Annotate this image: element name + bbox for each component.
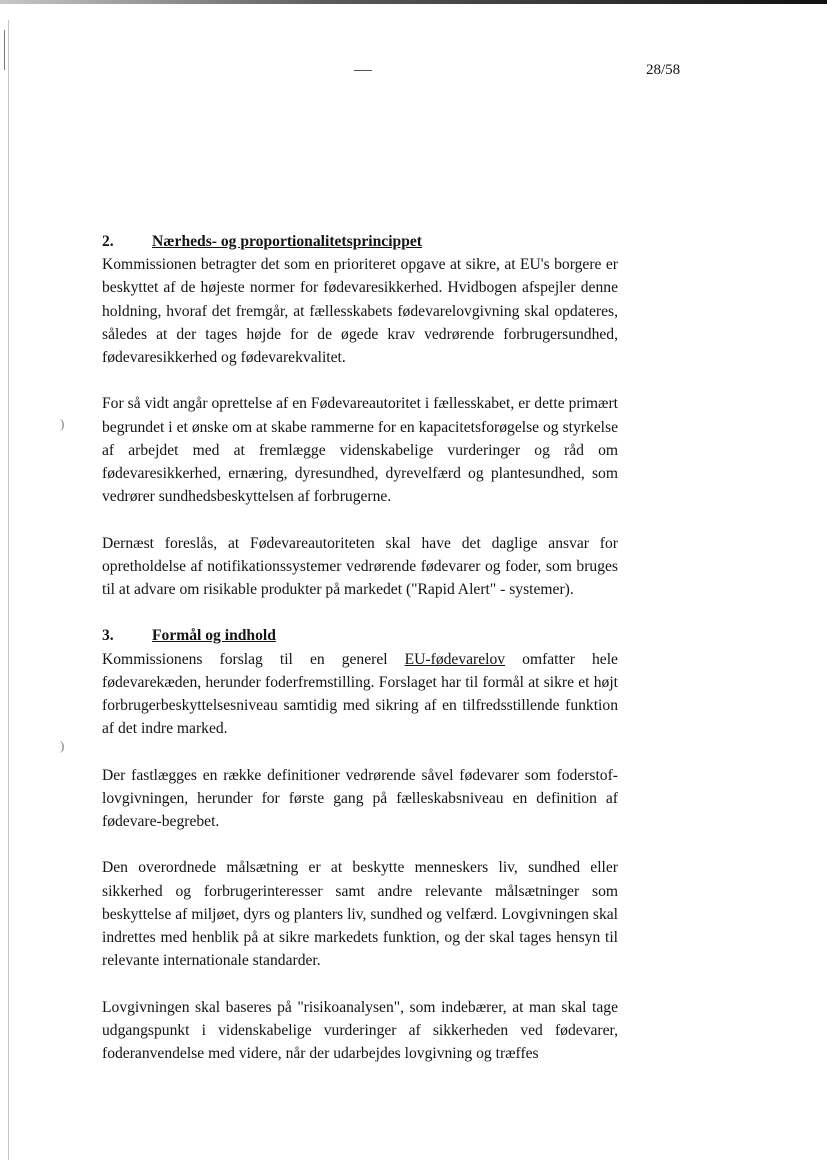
- paragraph-text: omfatter hele fødevarekæden, herunder foderfremstilling. Forslaget har til formål at sikre et højt forbrugerbeskyttelsesniveau samtidig med sikring af en tilfredsstillende funktion af det indre marked.: [102, 650, 618, 738]
- section-heading-3: [102, 624, 618, 647]
- section-heading-2: [102, 230, 618, 253]
- paragraph: Der fastlægges en række definitioner vedrørende såvel fødevarer som foderstof-lovgivningen, herunder for første gang på fælleskabsniveau en definition af fødevare-begrebet.: [102, 766, 618, 831]
- paragraph: For så vidt angår oprettelse af en Fødevareautoritet i fællesskabet, er dette primært begrundet i et ønske om at skabe rammerne for en kapacitetsforøgelse og styrkelse af arbejdet med at fremlægge videnskabelige vurderinger og råd om fødevaresikkerhed, ernæring, dyresundhed, dyrevelfærd og plantesundhed, som vedrører sundhedsbeskyttelsen af forbrugerne.: [102, 395, 618, 506]
- punch-hole-mark: ): [60, 738, 65, 753]
- paragraph: Lovgivningen skal baseres på "risikoanalysen", som indebærer, at man skal tage udgangspunkt i videnskabelige vurderinger af sikkerheden ved fødevarer, foderanvendelse med videre, når der udarbejdes lovgivning og træffes: [102, 998, 618, 1063]
- document-body: [102, 230, 618, 1065]
- punch-hole-mark: ): [60, 416, 65, 431]
- law-reference: EU-fødevarelov: [404, 650, 506, 668]
- paragraph: Kommissionen betragter det som en prioriteret opgave at sikre, at EU's borgere er beskyttet af de højeste normer for fødevaresikkerhed. Hvidbogen afspejler denne holdning, hvoraf det fremgår, at fællesskabets fødevarelovgivning skal opdateres, således at der tages højde for de øgede krav vedrørende forbrugersundhed, fødevaresikkerhed og fødevarekvalitet.: [102, 256, 618, 367]
- paragraph-text: Kommissionens forslag til en generel: [102, 650, 405, 668]
- header-dash: [354, 70, 372, 71]
- section-number: 2.: [102, 233, 114, 250]
- page-number: 28/58: [646, 62, 681, 78]
- scan-top-edge: [0, 0, 827, 4]
- paragraph: Den overordnede målsætning er at beskytte menneskers liv, sundhed eller sikkerhed og forbrugerinteresser samt andre relevante målsætninger som beskyttelse af miljøet, dyrs og planters liv, sundhed og velfærd. Lovgivningen skal indrettes med henblik på at sikre markedets funktion, og der skal tages hensyn til relevante internationale standarder.: [102, 859, 618, 970]
- scan-left-edge: [8, 20, 9, 1160]
- scan-left-mark: [4, 30, 5, 70]
- section-title: Nærheds- og proportionalitetsprincippet: [152, 233, 423, 250]
- section-title: Formål og indhold: [152, 627, 276, 645]
- paragraph: Dernæst foreslås, at Fødevareautoriteten skal have det daglige ansvar for opretholdelse af notifikationssystemer vedrørende fødevarer og foder, som bruges til at advare om risikable produkter på markedet ("Rapid Alert" - systemer).: [102, 534, 618, 599]
- section-number: 3.: [102, 627, 114, 645]
- paragraph: [102, 648, 618, 741]
